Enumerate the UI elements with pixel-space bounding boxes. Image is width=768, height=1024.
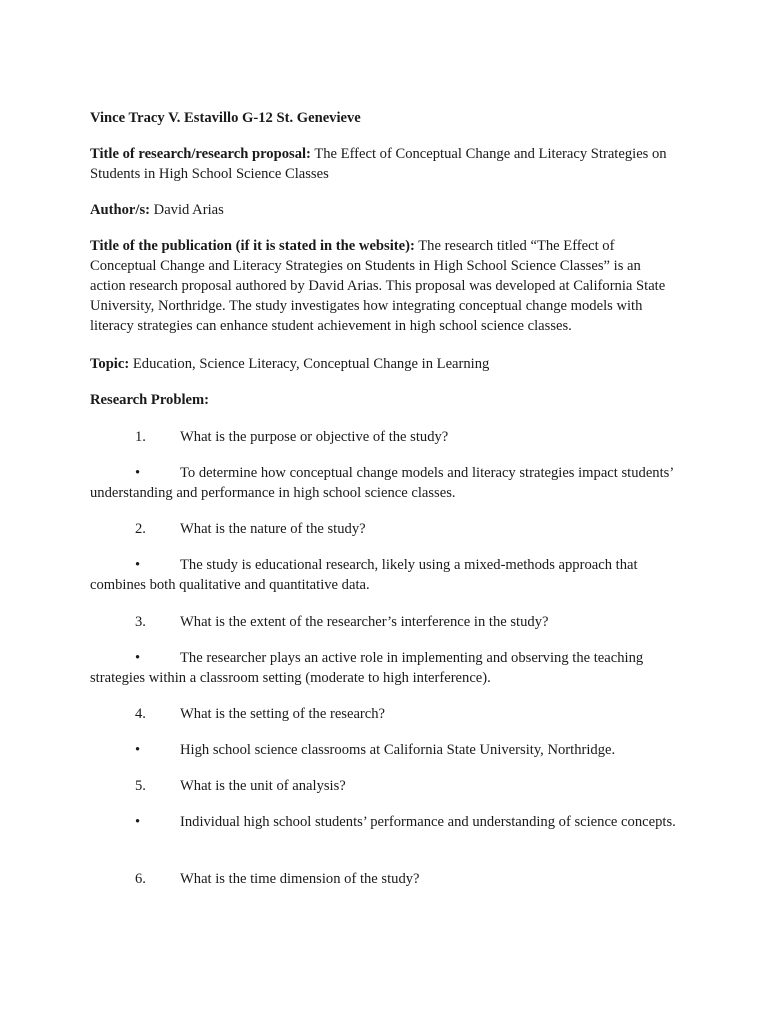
question-text: What is the purpose or objective of the study?	[180, 429, 449, 445]
bullet-icon: •	[135, 557, 141, 573]
publication-field	[90, 236, 680, 336]
answer-item	[90, 648, 680, 688]
answer-item	[90, 812, 680, 832]
answer-text: Individual high school students’ performance and understanding of science concepts.	[180, 814, 676, 830]
bullet-icon: •	[135, 650, 141, 666]
bullet-icon: •	[135, 742, 141, 758]
answer-text: High school science classrooms at California State University, Northridge.	[180, 742, 616, 758]
answer-item	[90, 740, 680, 760]
question-number: 6.	[135, 871, 146, 887]
question-number: 3.	[135, 614, 146, 630]
topic-value: Education, Science Literacy, Conceptual Change in Learning	[132, 356, 490, 372]
topic-field	[90, 354, 680, 374]
research-problem-heading	[90, 390, 680, 410]
answer-item	[90, 555, 680, 595]
answer-item	[90, 463, 680, 503]
authors-label: Author/s:	[90, 202, 150, 218]
question-text: What is the extent of the researcher’s interference in the study?	[180, 614, 549, 630]
topic-label: Topic:	[90, 356, 130, 372]
author-line-text: Vince Tracy V. Estavillo G-12 St. Genevieve	[90, 110, 361, 126]
authors-field	[90, 200, 680, 220]
question-number: 4.	[135, 706, 146, 722]
author-line	[90, 108, 680, 128]
question-text: What is the time dimension of the study?	[180, 871, 420, 887]
publication-value: The research titled “The Effect of Conceptual Change and Literacy Strategies on Students in High School Science Classes” is an action research proposal authored by David Arias. This proposal was developed at California State University, Northridge. The study investigates how integrating conceptual change models with literacy strategies can enhance student achievement in high school science classes.	[90, 238, 666, 334]
question-number: 5.	[135, 778, 146, 794]
answer-text: To determine how conceptual change models and literacy strategies impact students’ understanding and performance in high school science classes.	[90, 465, 674, 501]
answer-text: The study is educational research, likely using a mixed-methods approach that combines both qualitative and quantitative data.	[90, 557, 638, 593]
question-text: What is the unit of analysis?	[180, 778, 346, 794]
research-title-label: Title of research/research proposal:	[90, 146, 311, 162]
question-text: What is the setting of the research?	[180, 706, 386, 722]
authors-value: David Arias	[153, 202, 224, 218]
publication-label: Title of the publication (if it is stated in the website):	[90, 238, 415, 254]
question-text: What is the nature of the study?	[180, 521, 366, 537]
question-number: 2.	[135, 521, 146, 537]
bullet-icon: •	[135, 465, 141, 481]
research-title-value: The Effect of Conceptual Change and Literacy Strategies on Students in High School Science Classes	[90, 146, 667, 182]
research-problem-heading-text: Research Problem:	[90, 392, 210, 408]
bullet-icon: •	[135, 814, 141, 830]
research-title-field	[90, 144, 680, 184]
answer-text: The researcher plays an active role in implementing and observing the teaching strategies within a classroom setting (moderate to high interference).	[90, 650, 644, 686]
question-number: 1.	[135, 429, 146, 445]
